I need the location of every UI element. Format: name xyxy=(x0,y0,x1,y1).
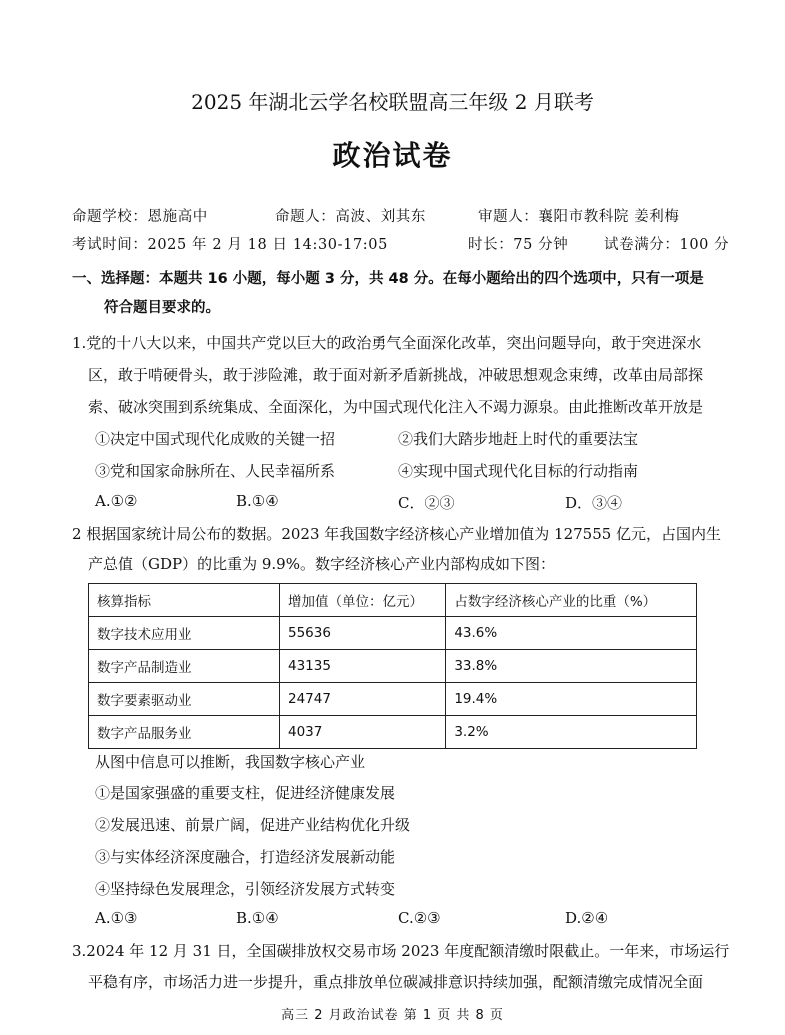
table-cell: 19.4% xyxy=(446,683,697,716)
q2-option-c: C.②③ xyxy=(398,909,441,927)
q1-item: ②我们大踏步地赶上时代的重要法宝 xyxy=(398,430,639,448)
table-cell: 24747 xyxy=(279,683,445,716)
table-cell: 数字技术应用业 xyxy=(89,617,280,650)
q2-item: ①是国家强盛的重要支柱，促进经济健康发展 xyxy=(95,784,396,802)
table-row xyxy=(89,617,697,650)
table-row xyxy=(89,650,697,683)
q2-stem-line: 产总值（GDP）的比重为 9.9%。数字经济核心产业内部构成如下图： xyxy=(88,555,555,573)
meta-reviewer: 审题人：襄阳市教科院 姜利梅 xyxy=(478,209,680,225)
table-header-cell: 核算指标 xyxy=(89,584,280,617)
q3-stem-line: 3.2024 年 12 月 31 日，全国碳排放权交易市场 2023 年度配额清缴时限截止。一年来，市场运行 xyxy=(72,942,730,960)
table-cell: 43.6% xyxy=(446,617,697,650)
exam-title: 2025 年湖北云学名校联盟高三年级 2 月联考 xyxy=(191,90,594,114)
table-row xyxy=(89,716,697,749)
q1-stem-line: 1.党的十八大以来，中国共产党以巨大的政治勇气全面深化改革，突出问题导向，敢于突进深水 xyxy=(72,334,702,352)
q1-option-c: C．②③ xyxy=(398,494,455,512)
q2-item: ②发展迅速、前景广阔，促进产业结构优化升级 xyxy=(95,816,411,834)
section-heading: 一、选择题：本题共 16 小题，每小题 3 分，共 48 分。在每小题给出的四个选项中，只有一项是 xyxy=(72,271,704,287)
table-row xyxy=(89,683,697,716)
table-cell: 数字要素驱动业 xyxy=(89,683,280,716)
subject-title: 政治试卷 xyxy=(332,139,453,172)
q1-stem-line: 索、破冰突围到系统集成、全面深化，为中国式现代化注入不竭力源泉。由此推断改革开放是 xyxy=(88,398,704,416)
table-header-cell: 增加值（单位：亿元） xyxy=(279,584,445,617)
section-heading-cont: 符合题目要求的。 xyxy=(104,300,220,316)
meta-duration: 时长：75 分钟 xyxy=(468,237,569,253)
table-cell: 4037 xyxy=(279,716,445,749)
q2-option-d: D.②④ xyxy=(565,909,609,927)
q1-item: ③党和国家命脉所在、人民幸福所系 xyxy=(95,462,336,480)
table-header-row xyxy=(89,584,697,617)
meta-time: 考试时间：2025 年 2 月 18 日 14:30-17:05 xyxy=(72,237,388,253)
table-header-cell: 占数字经济核心产业的比重（%） xyxy=(446,584,697,617)
q2-option-a: A.①③ xyxy=(95,909,138,927)
table-cell: 数字产品制造业 xyxy=(89,650,280,683)
q2-stem-line: 2 根据国家统计局公布的数据。2023 年我国数字经济核心产业增加值为 127555 亿元，占国内生 xyxy=(72,525,722,543)
q2-option-b: B.①④ xyxy=(236,909,279,927)
table-cell: 43135 xyxy=(279,650,445,683)
table-cell: 数字产品服务业 xyxy=(89,716,280,749)
meta-author: 命题人：高波、刘其东 xyxy=(275,209,426,225)
q2-item: ④坚持绿色发展理念，引领经济发展方式转变 xyxy=(95,880,396,898)
industry-table xyxy=(88,583,697,749)
meta-school: 命题学校：恩施高中 xyxy=(72,209,208,225)
q1-option-d: D．③④ xyxy=(565,494,623,512)
table-cell: 33.8% xyxy=(446,650,697,683)
q2-item: ③与实体经济深度融合，打造经济发展新动能 xyxy=(95,848,396,866)
q2-question: 从图中信息可以推断，我国数字核心产业 xyxy=(95,753,366,771)
q1-item: ①决定中国式现代化成败的关键一招 xyxy=(95,430,336,448)
table-cell: 55636 xyxy=(279,617,445,650)
q3-stem-line: 平稳有序，市场活力进一步提升，重点排放单位碳减排意识持续加强，配额清缴完成情况全面 xyxy=(88,973,704,991)
q1-stem-line: 区，敢于啃硬骨头，敢于涉险滩，敢于面对新矛盾新挑战，冲破思想观念束缚，改革由局部探 xyxy=(88,366,704,384)
page-footer: 高三 2 月政治试卷 第 1 页 共 8 页 xyxy=(281,1008,504,1023)
table-cell: 3.2% xyxy=(446,716,697,749)
q1-option-b: B.①④ xyxy=(236,492,279,510)
q1-option-a: A.①② xyxy=(95,492,138,510)
meta-score: 试卷满分：100 分 xyxy=(604,237,730,253)
q1-item: ④实现中国式现代化目标的行动指南 xyxy=(398,462,639,480)
